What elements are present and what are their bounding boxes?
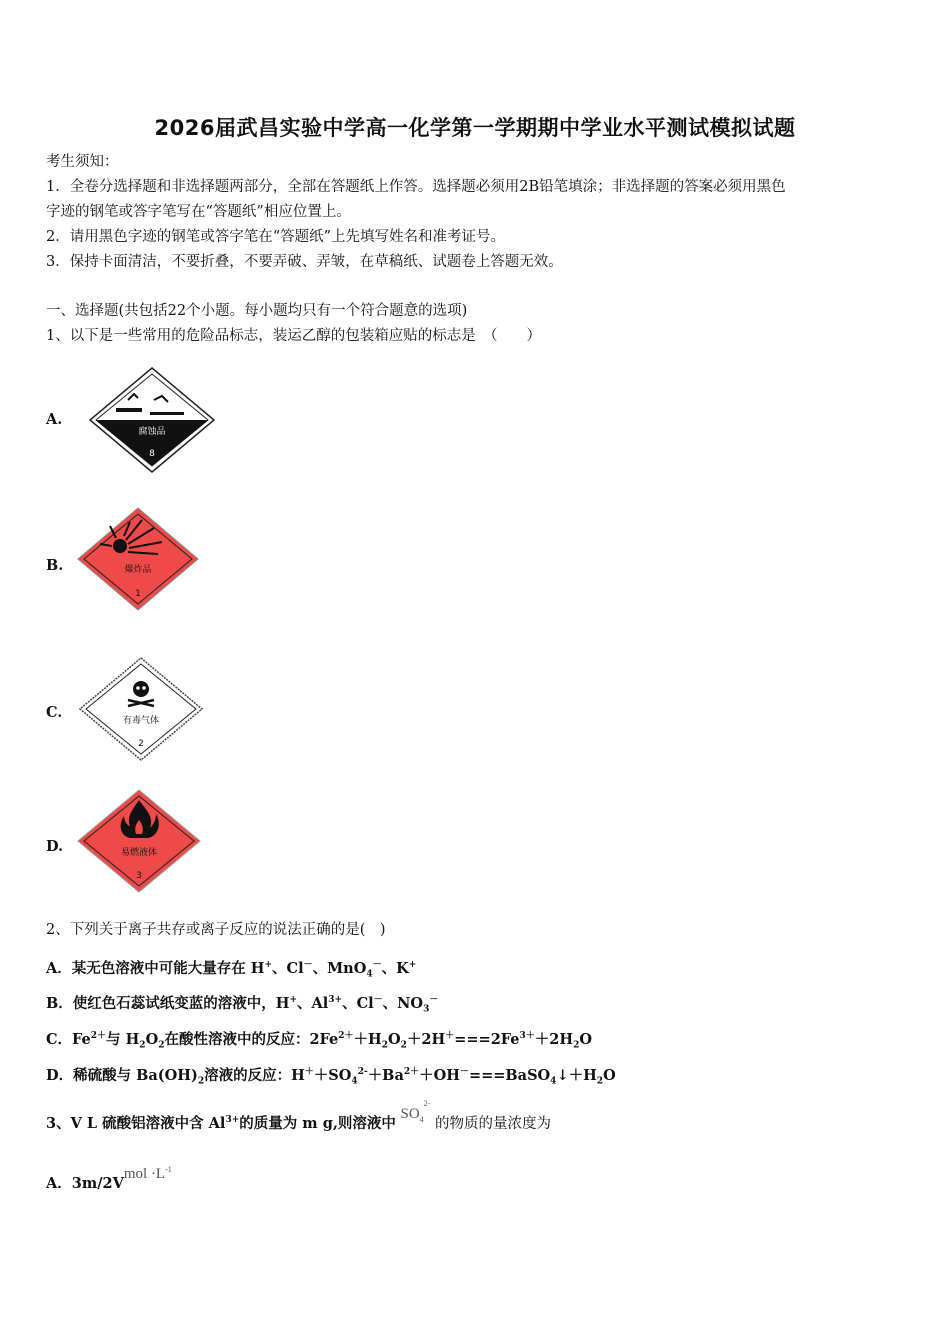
flammable-liquid-sign-label: 易燃液体 [120,848,158,858]
q1-option-a-label: A. [46,411,63,428]
page-title: 2026届武昌实验中学高一化学第一学期期中学业水平测试模拟试题 [154,116,796,140]
q2-stem: 2、下列关于离子共存或离子反应的说法正确的是( ) [46,922,386,938]
toxic-gas-sign-label: 有毒气体 [122,716,160,726]
flammable-liquid-sign-number: 3 [136,871,142,881]
q3-stem: 3、V L 硫酸铝溶液中含 $Al^{3+}$的质量为 m g,则溶液中 $SO_4^{2-}$ 的物质的量浓度为 [46,1099,551,1132]
q2-option-c: C．$Fe^{2+}$与 $H_2O_2$在酸性溶液中的反应：$2Fe^{2+}+H_2O_2+2H^+===2Fe^{3+}+2H_2O$ [46,1030,592,1051]
q1-option-b-label: B. [46,557,64,574]
q1-option-d-label: D. [46,838,64,855]
corrosive-sign-label: 腐蚀品 [138,427,166,437]
corrosive-sign [88,366,216,474]
explosive-sign-number: 1 [135,589,141,599]
notice-item-1-line1: 1．全卷分选择题和非选择题两部分，全部在答题纸上作答。选择题必须用2B铅笔填涂；非选择题的答案必须用黑色 [46,179,786,195]
section-heading: 一、选择题(共包括22个小题。每小题均只有一个符合题意的选项) [46,303,468,319]
q2-option-a: A．某无色溶液中可能大量存在 H+、Cl－、MnO$_4$－、K+ [46,959,417,980]
q2-option-b: B．使红色石蕊试纸变蓝的溶液中，H+、$Al^{3+}$、Cl－、$NO_3^-$ [46,994,439,1015]
q1-stem: 1、以下是一些常用的危险品标志，装运乙醇的包装箱应贴的标志是 （ ） [46,328,541,344]
toxic-gas-sign [78,656,204,762]
q1-option-c-label: C. [46,704,63,721]
flammable-liquid-sign [76,788,202,894]
notice-item-3: 3．保持卡面清洁，不要折叠，不要弄破、弄皱，在草稿纸、试题卷上答题无效。 [46,254,563,270]
corrosive-sign-number: 8 [149,449,155,459]
notice-item-2: 2．请用黑色字迹的钢笔或答字笔在“答题纸”上先填写姓名和准考证号。 [46,229,506,245]
toxic-gas-sign-number: 2 [138,739,144,749]
q3-option-a: A．3m/2Vmol $\cdot L^{-1}$ [46,1165,172,1192]
q2-option-d: D．稀硫酸与 $Ba(OH)_2$溶液的反应：$H^++SO_4^{2-}+Ba^{2+}+OH^-===BaSO_4↓+H_2O$ [46,1066,616,1087]
explosive-sign-label: 爆炸品 [124,565,152,575]
notice-heading: 考生须知： [46,154,119,170]
notice-item-1-line2: 字迹的钢笔或答字笔写在“答题纸”相应位置上。 [46,204,351,220]
explosive-sign [76,506,200,612]
